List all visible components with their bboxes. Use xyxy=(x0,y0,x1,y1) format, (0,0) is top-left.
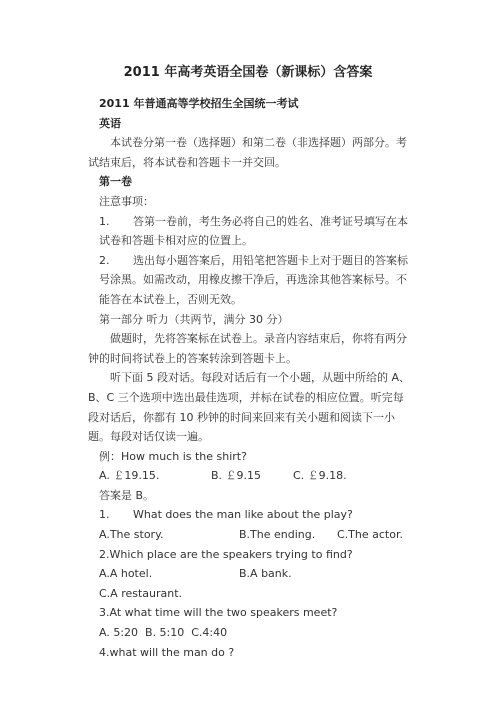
question-3: 3.At what time will the two speakers meet? xyxy=(99,606,338,620)
q1-option-c: C.The actor. xyxy=(337,528,403,542)
note-2-text: 选出每小题答案后，用铅笔把答题卡上对于题目的答案标号涂黑。如需改动，用橡皮擦干净后，再选涂其他答案标号。不能答在本试卷上，否则无效。 xyxy=(99,253,408,306)
example-option-b: B. ￡9.15 xyxy=(211,469,262,483)
volume-heading: 第一卷 xyxy=(99,175,132,189)
question-2-options xyxy=(88,564,410,603)
question-1-text: What does the man like about the play? xyxy=(133,508,353,522)
section-1-description: 听下面 5 段对话。每段对话后有一个小题，从题中所给的 A、B、C 三个选项中选出最佳选项，并标在试卷的相应位置。听完每段对话后，你都有 10 秒钟的时间来回来有关小题和阅读下一小题。每段对话仅读一遍。 xyxy=(88,371,411,444)
note-1-number: 1. xyxy=(99,214,110,228)
question-1 xyxy=(88,505,410,525)
example-answer: 答案是 B。 xyxy=(99,488,155,502)
part-1-description: 做题时，先将答案标在试卷上。录音内容结束后，你将有两分钟的时间将试卷上的答案转涂到答题卡上。 xyxy=(88,332,407,365)
intro-paragraph: 本试卷分第一卷（选择题）和第二卷（非选择题）两部分。考试结束后，将本试卷和答题卡一并交回。 xyxy=(88,136,407,169)
note-1-text: 答第一卷前，考生务必将自己的姓名、准考证号填写在本试卷和答题卡相对应的位置上。 xyxy=(99,214,408,248)
document-title: 2011 年高考英语全国卷（新课标）含答案 xyxy=(123,65,373,80)
q2-option-b: B.A bank. xyxy=(239,567,292,581)
exam-name: 2011 年普通高等学校招生全国统一考试 xyxy=(99,97,299,110)
example-option-a: A. ￡19.15. xyxy=(99,469,160,483)
document-body xyxy=(88,94,410,662)
part-1-heading: 第一部分 听力（共两节，满分 30 分） xyxy=(99,312,289,326)
note-1 xyxy=(88,212,410,251)
note-2-number: 2. xyxy=(99,253,110,267)
q2-option-a: A.A hotel. xyxy=(99,567,153,581)
question-3-options: A. 5:20 B. 5:10 C.4:40 xyxy=(99,626,228,640)
subject-heading: 英语 xyxy=(99,116,121,130)
question-4: 4.what will the man do ? xyxy=(99,645,235,659)
question-1-options xyxy=(88,525,410,545)
notes-heading: 注意事项： xyxy=(99,194,154,208)
q1-option-a: A.The story. xyxy=(99,528,164,542)
question-1-number: 1. xyxy=(99,508,110,522)
q2-option-c: C.A restaurant. xyxy=(99,586,183,600)
question-2: 2.Which place are the speakers trying to find? xyxy=(99,547,353,561)
note-2 xyxy=(88,251,410,310)
example-question: 例：How much is the shirt? xyxy=(99,449,247,463)
example-option-c: C. ￡9.18. xyxy=(293,469,347,483)
q1-option-b: B.The ending. xyxy=(239,528,316,542)
example-options xyxy=(88,466,410,486)
